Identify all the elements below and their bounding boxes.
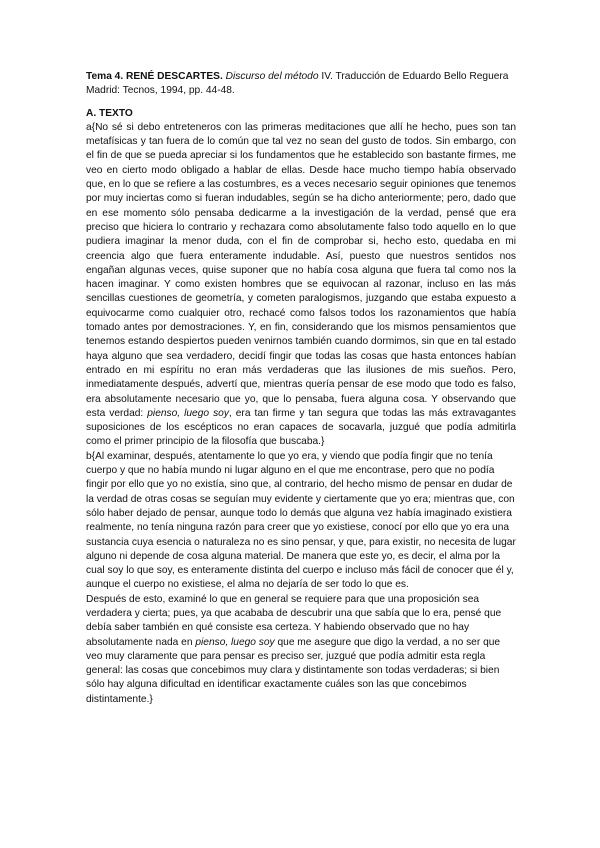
paragraph-a-text-2: , era tan firme y tan segura que todas las más extravagantes suposiciones de los escépticos no eran capaces de socavarla, juzgué que podía admitirla como el primer principio de la filosofía que buscaba.} [86, 407, 516, 448]
paragraph-a-text-1: a{No sé si debo entreteneros con las primeras meditaciones que allí he hecho, pues son tan metafísicas y tan fuera de lo común que tal vez no sean del gusto de todos. Sin embargo, con el fin de que se pueda apreciar si los fundamentos que he establecido son bastante firmes, me veo en cierto modo obligado a hablar de ellas. Desde hace mucho tiempo había observado que, en lo que se refiere a las costumbres, es a veces necesario seguir opiniones que tenemos por muy inciertas como si fueran indudables, según se ha dicho anteriormente; pero, dado que en ese momento sólo pensaba dedicarme a la investigación de la verdad, pensé que era preciso que hiciera lo contrario y rechazara como absolutamente falso todo aquello en lo que pudiera imaginar la menor duda, con el fin de comprobar si, hecho esto, quedaba en mi creencia algo que fuera enteramente indudable. Así, puesto que nuestros sentidos nos engañan algunas veces, quise suponer que no había cosa alguna que fuera tal como nos la hacen imaginar. Y como existen hombres que se equivocan al razonar, incluso en las más sencillas cuestiones de geometría, y cometen paralogismos, juzgando que estaba expuesto a equivocarme como cualquier otro, rechacé como falsos todos los razonamientos que había tomado antes por demostraciones. Y, en fin, considerando que los mismos pensamientos que tenemos estando despiertos pueden venirnos también cuando dormimos, sin que en tal estado haya alguno que sea verdadero, decidí fingir que todas las cosas que hasta entonces habían entrado en mi espíritu no eran más verdaderas que las ilusiones de mis sueños. Pero, inmediatamente después, advertí que, mientras quería pensar de ese modo que todo es falso, era absolutamente necesario que yo, que lo pensaba, fuera alguna cosa. Y observando que esta verdad: [86, 121, 516, 419]
document-header [86, 70, 516, 99]
document-page [86, 70, 516, 707]
paragraph-c-text-2: que me asegure que digo la verdad, a no ser que veo muy claramente que para pensar es preciso ser, juzgué que podía admitir esta regla general: las cosas que concebimos muy clara y distintamente son todas verdaderas; si bien sólo hay alguna dificultad en identificar exactamente cuáles son las que concebimos distintamente.} [86, 636, 501, 705]
paragraph-a [86, 121, 516, 450]
section-heading: A. TEXTO [86, 107, 133, 119]
paragraph-c-text-1: Después de esto, examiné lo que en general se requiere para que una proposición sea verdadera y cierta; pues, ya que acababa de descubrir una que sabía que lo era, pensé que debía saber también en qué consiste esa certeza. Y habiendo observado que no hay absolutamente nada en [86, 593, 502, 648]
paragraph-a-emphasis: pienso, luego soy [147, 407, 229, 419]
topic-title: Tema 4. RENÉ DESCARTES. [86, 71, 223, 82]
paragraph-b: b{Al examinar, después, atentamente lo que yo era, y viendo que podía fingir que no tenía cuerpo y que no había mundo ni lugar alguno en el que me encontrase, pero que no podía fingir por ello que yo no existía, sino que, al contrario, del hecho mismo de pensar en dudar de la verdad de otras cosas se seguían muy evidente y ciertamente que yo era; mientras que, con sólo haber dejado de pensar, aunque todo lo demás que alguna vez había imaginado existiera realmente, no tenía ninguna razón para creer que yo existiese, conocí por ello que yo era una sustancia cuya esencia o naturaleza no es sino pensar, y que, para existir, no necesita de lugar alguno ni depende de cosa alguna material. De manera que este yo, es decir, el alma por la cual soy lo que soy, es enteramente distinta del cuerpo e incluso más fácil de conocer que él y, aunque el cuerpo no existiese, el alma no dejaría de ser todo lo que es. [86, 450, 516, 591]
citation-details: IV. Traducción de Eduardo Bello Reguera Madrid: Tecnos, 1994, pp. 44-48. [86, 71, 509, 97]
paragraph-c [86, 593, 516, 707]
work-title: Discurso del método [225, 71, 319, 82]
paragraph-c-emphasis: pienso, luego soy [195, 636, 275, 648]
